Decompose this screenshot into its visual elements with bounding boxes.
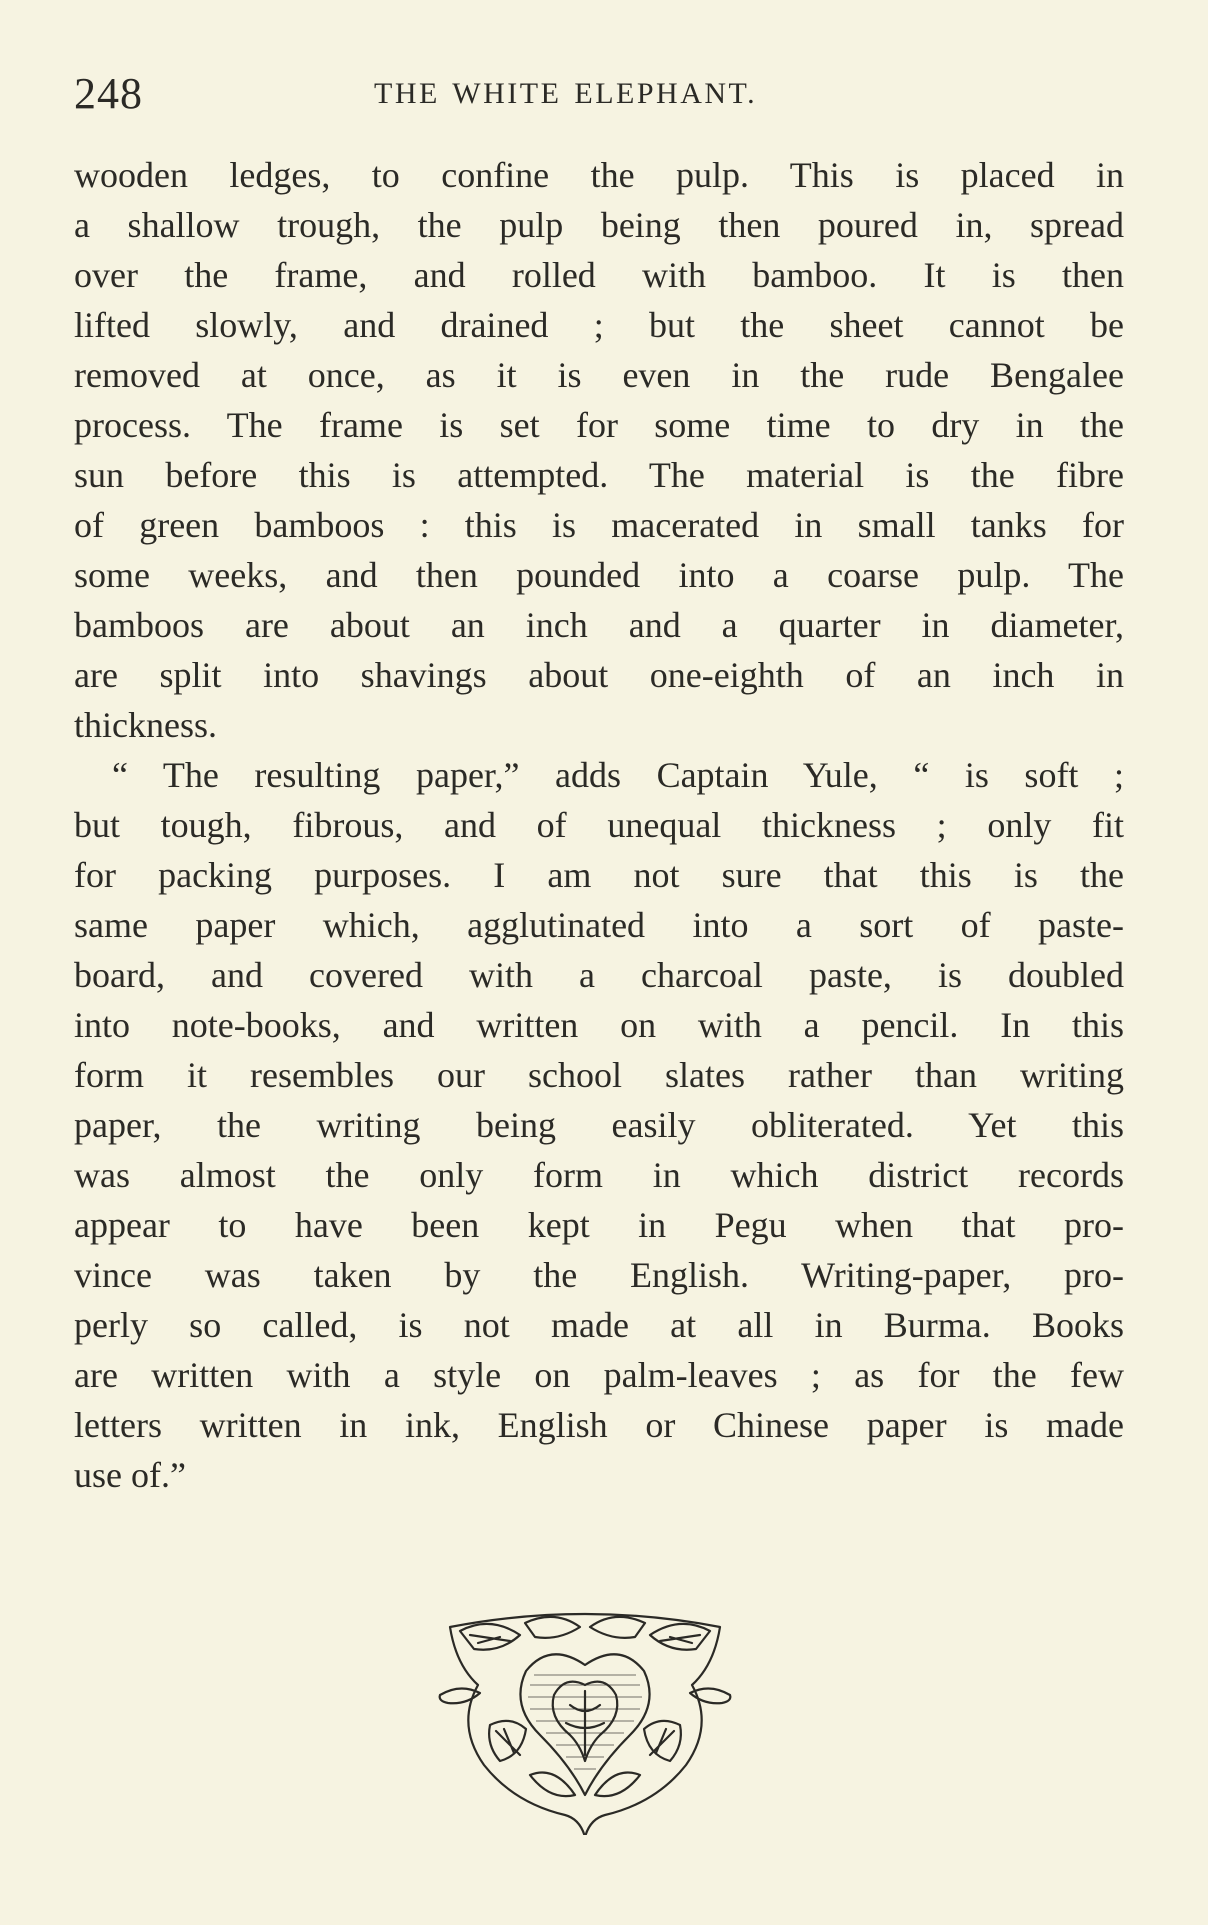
text-line: perly so called, is not made at all in Burma. Books <box>74 1305 1124 1345</box>
text-line: appear to have been kept in Pegu when that pro- <box>74 1205 1124 1245</box>
text-line: board, and covered with a charcoal paste, is doubled <box>74 955 1124 995</box>
text-line: paper, the writing being easily obliterated. Yet this <box>74 1105 1124 1145</box>
running-title: THE WHITE ELEPHANT. <box>374 77 758 110</box>
floral-tailpiece-icon <box>430 1605 740 1835</box>
text-line: a shallow trough, the pulp being then poured in, spread <box>74 205 1124 245</box>
text-line: for packing purposes. I am not sure that this is the <box>74 855 1124 895</box>
paragraph-end-line: thickness. <box>74 705 217 745</box>
paragraph-start-line: “ The resulting paper,” adds Captain Yule, “ is soft ; <box>112 755 1124 795</box>
text-line: sun before this is attempted. The material is the fibre <box>74 455 1124 495</box>
text-line: bamboos are about an inch and a quarter in diameter, <box>74 605 1124 645</box>
text-line: are written with a style on palm-leaves ; as for the few <box>74 1355 1124 1395</box>
body-text <box>74 150 1124 1500</box>
paragraph-end-line: use of.” <box>74 1455 186 1495</box>
text-line: was almost the only form in which district records <box>74 1155 1124 1195</box>
text-line: but tough, fibrous, and of unequal thickness ; only fit <box>74 805 1124 845</box>
text-line: form it resembles our school slates rather than writing <box>74 1055 1124 1095</box>
page-number: 248 <box>74 69 143 118</box>
text-line: process. The frame is set for some time to dry in the <box>74 405 1124 445</box>
text-line: vince was taken by the English. Writing-paper, pro- <box>74 1255 1124 1295</box>
text-line: same paper which, agglutinated into a sort of paste- <box>74 905 1124 945</box>
text-line: lifted slowly, and drained ; but the sheet cannot be <box>74 305 1124 345</box>
text-line: wooden ledges, to confine the pulp. This is placed in <box>74 155 1124 195</box>
running-head <box>74 68 1124 118</box>
text-line: some weeks, and then pounded into a coarse pulp. The <box>74 555 1124 595</box>
text-line: of green bamboos : this is macerated in small tanks for <box>74 505 1124 545</box>
text-line: letters written in ink, English or Chinese paper is made <box>74 1405 1124 1445</box>
text-line: into note-books, and written on with a pencil. In this <box>74 1005 1124 1045</box>
text-line: removed at once, as it is even in the rude Bengalee <box>74 355 1124 395</box>
text-line: are split into shavings about one-eighth of an inch in <box>74 655 1124 695</box>
text-line: over the frame, and rolled with bamboo. It is then <box>74 255 1124 295</box>
